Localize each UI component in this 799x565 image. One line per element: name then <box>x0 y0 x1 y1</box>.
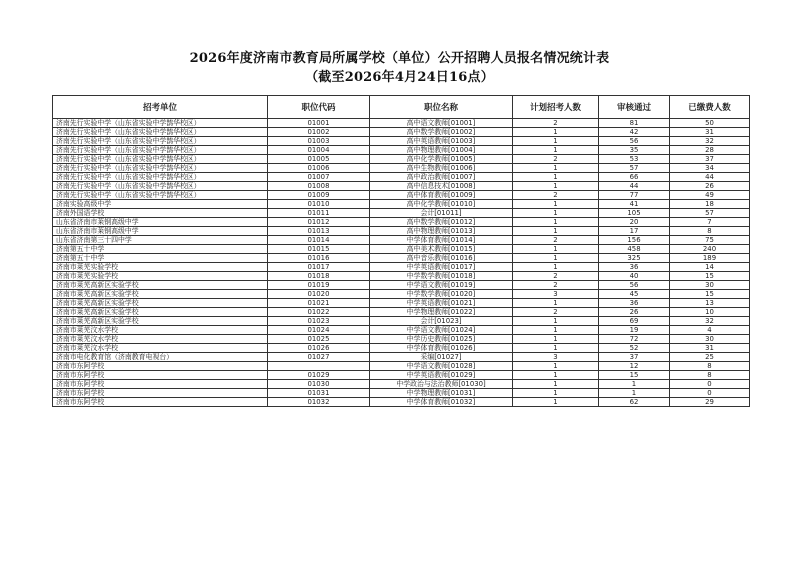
paid-cell: 30 <box>670 335 750 344</box>
unit-cell: 济南先行实验中学（山东省实验中学鹊华校区） <box>53 155 268 164</box>
approved-cell: 35 <box>599 146 670 155</box>
plan-cell: 1 <box>513 398 599 407</box>
approved-cell: 57 <box>599 164 670 173</box>
table-row <box>53 389 750 398</box>
plan-cell: 1 <box>513 317 599 326</box>
paid-cell: 25 <box>670 353 750 362</box>
position-cell: 中学体育教师[01026] <box>370 344 513 353</box>
table-row <box>53 299 750 308</box>
paid-cell: 31 <box>670 128 750 137</box>
paid-cell: 8 <box>670 362 750 371</box>
position-cell: 高中生物教师[01006] <box>370 164 513 173</box>
unit-cell: 济南先行实验中学（山东省实验中学鹊华校区） <box>53 137 268 146</box>
unit-cell: 济南先行实验中学（山东省实验中学鹊华校区） <box>53 146 268 155</box>
code-cell: 01019 <box>268 281 370 290</box>
table-row <box>53 326 750 335</box>
position-cell: 高中化学教师[01010] <box>370 200 513 209</box>
column-header-unit: 招考单位 <box>53 96 268 119</box>
plan-cell: 3 <box>513 353 599 362</box>
approved-cell: 81 <box>599 119 670 128</box>
code-cell: 01018 <box>268 272 370 281</box>
column-header-paid: 已缴费人数 <box>670 96 750 119</box>
unit-cell: 济南市莱芜高新区实验学校 <box>53 299 268 308</box>
unit-cell: 济南市莱芜高新区实验学校 <box>53 281 268 290</box>
position-cell: 中学体育教师[01014] <box>370 236 513 245</box>
table-row <box>53 317 750 326</box>
position-cell: 中学体育教师[01032] <box>370 398 513 407</box>
paid-cell: 26 <box>670 182 750 191</box>
position-cell: 高中语文教师[01001] <box>370 119 513 128</box>
plan-cell: 1 <box>513 164 599 173</box>
column-header-plan: 计划招考人数 <box>513 96 599 119</box>
position-cell: 中学英语教师[01029] <box>370 371 513 380</box>
table-row <box>53 173 750 182</box>
position-cell: 会计[01011] <box>370 209 513 218</box>
table-row <box>53 218 750 227</box>
position-cell: 中学数学教师[01018] <box>370 272 513 281</box>
paid-cell: 57 <box>670 209 750 218</box>
table-row <box>53 200 750 209</box>
approved-cell: 458 <box>599 245 670 254</box>
paid-cell: 29 <box>670 398 750 407</box>
unit-cell: 济南先行实验中学（山东省实验中学鹊华校区） <box>53 191 268 200</box>
approved-cell: 36 <box>599 299 670 308</box>
code-cell: 01029 <box>268 371 370 380</box>
plan-cell: 1 <box>513 209 599 218</box>
unit-cell: 济南实验高级中学 <box>53 200 268 209</box>
code-cell: 01017 <box>268 263 370 272</box>
code-cell: 01001 <box>268 119 370 128</box>
position-cell: 高中物理教师[01013] <box>370 227 513 236</box>
plan-cell: 2 <box>513 272 599 281</box>
approved-cell: 19 <box>599 326 670 335</box>
table-row <box>53 191 750 200</box>
table-row <box>53 146 750 155</box>
plan-cell: 2 <box>513 308 599 317</box>
paid-cell: 15 <box>670 272 750 281</box>
document-title: 2026年度济南市教育局所属学校（单位）公开招聘人员报名情况统计表 <box>189 51 610 66</box>
unit-cell: 济南市莱芜汶水学校 <box>53 326 268 335</box>
registration-table <box>52 95 750 407</box>
unit-cell: 济南市东阿学校 <box>53 389 268 398</box>
unit-cell: 济南市东阿学校 <box>53 362 268 371</box>
unit-cell: 济南市莱芜实验学校 <box>53 263 268 272</box>
position-cell: 高中音乐教师[01016] <box>370 254 513 263</box>
paid-cell: 4 <box>670 326 750 335</box>
code-cell: 01015 <box>268 245 370 254</box>
approved-cell: 52 <box>599 344 670 353</box>
position-cell: 中学物理教师[01022] <box>370 308 513 317</box>
approved-cell: 12 <box>599 362 670 371</box>
plan-cell: 1 <box>513 173 599 182</box>
plan-cell: 1 <box>513 128 599 137</box>
paid-cell: 240 <box>670 245 750 254</box>
approved-cell: 56 <box>599 137 670 146</box>
table-row <box>53 128 750 137</box>
plan-cell: 2 <box>513 236 599 245</box>
plan-cell: 1 <box>513 137 599 146</box>
table-row <box>53 137 750 146</box>
document-subtitle: （截至2026年4月24日16点） <box>305 70 494 85</box>
unit-cell: 济南市电化教育馆（济南教育电视台） <box>53 353 268 362</box>
plan-cell: 1 <box>513 218 599 227</box>
plan-cell: 1 <box>513 362 599 371</box>
unit-cell: 山东省济南市莱钢高级中学 <box>53 218 268 227</box>
code-cell: 01030 <box>268 380 370 389</box>
position-cell: 中学政治与法治教师[01030] <box>370 380 513 389</box>
unit-cell: 济南市莱芜汶水学校 <box>53 335 268 344</box>
unit-cell: 济南市莱芜高新区实验学校 <box>53 308 268 317</box>
approved-cell: 15 <box>599 371 670 380</box>
paid-cell: 44 <box>670 173 750 182</box>
position-cell: 高中体育教师[01009] <box>370 191 513 200</box>
table-row <box>53 119 750 128</box>
table-row <box>53 164 750 173</box>
approved-cell: 69 <box>599 317 670 326</box>
paid-cell: 34 <box>670 164 750 173</box>
paid-cell: 0 <box>670 389 750 398</box>
plan-cell: 1 <box>513 371 599 380</box>
code-cell: 01031 <box>268 389 370 398</box>
plan-cell: 2 <box>513 119 599 128</box>
approved-cell: 156 <box>599 236 670 245</box>
approved-cell: 37 <box>599 353 670 362</box>
paid-cell: 13 <box>670 299 750 308</box>
table-row <box>53 254 750 263</box>
unit-cell: 济南市莱芜高新区实验学校 <box>53 290 268 299</box>
unit-cell: 济南市莱芜汶水学校 <box>53 344 268 353</box>
unit-cell: 济南市东阿学校 <box>53 371 268 380</box>
table-row <box>53 155 750 164</box>
table-row <box>53 245 750 254</box>
table-row <box>53 209 750 218</box>
column-header-code: 职位代码 <box>268 96 370 119</box>
approved-cell: 62 <box>599 398 670 407</box>
unit-cell: 济南先行实验中学（山东省实验中学鹊华校区） <box>53 119 268 128</box>
code-cell: 01021 <box>268 299 370 308</box>
code-cell: 01023 <box>268 317 370 326</box>
table-row <box>53 281 750 290</box>
unit-cell: 济南市东阿学校 <box>53 380 268 389</box>
code-cell: 01009 <box>268 191 370 200</box>
paid-cell: 10 <box>670 308 750 317</box>
approved-cell: 1 <box>599 389 670 398</box>
code-cell: 01032 <box>268 398 370 407</box>
code-cell: 01004 <box>268 146 370 155</box>
approved-cell: 53 <box>599 155 670 164</box>
code-cell: 01013 <box>268 227 370 236</box>
position-cell: 中学英语教师[01017] <box>370 263 513 272</box>
unit-cell: 济南先行实验中学（山东省实验中学鹊华校区） <box>53 173 268 182</box>
position-cell: 高中美术教师[01015] <box>370 245 513 254</box>
approved-cell: 26 <box>599 308 670 317</box>
paid-cell: 0 <box>670 380 750 389</box>
paid-cell: 75 <box>670 236 750 245</box>
plan-cell: 1 <box>513 326 599 335</box>
code-cell: 01014 <box>268 236 370 245</box>
unit-cell: 济南市东阿学校 <box>53 398 268 407</box>
table-row <box>53 308 750 317</box>
paid-cell: 30 <box>670 281 750 290</box>
paid-cell: 15 <box>670 290 750 299</box>
position-cell: 高中物理教师[01004] <box>370 146 513 155</box>
position-cell: 中学英语教师[01021] <box>370 299 513 308</box>
table-row <box>53 227 750 236</box>
position-cell: 高中信息技术[01008] <box>370 182 513 191</box>
code-cell: 01012 <box>268 218 370 227</box>
plan-cell: 1 <box>513 182 599 191</box>
approved-cell: 17 <box>599 227 670 236</box>
paid-cell: 8 <box>670 227 750 236</box>
code-cell: 01027 <box>268 353 370 362</box>
table-row <box>53 353 750 362</box>
code-cell: 01003 <box>268 137 370 146</box>
code-cell: 01005 <box>268 155 370 164</box>
table-row <box>53 236 750 245</box>
table-row <box>53 182 750 191</box>
table-row <box>53 380 750 389</box>
position-cell: 高中数学教师[01002] <box>370 128 513 137</box>
table-row <box>53 398 750 407</box>
position-cell: 中学语文教师[01028] <box>370 362 513 371</box>
position-cell: 高中数学教师[01012] <box>370 218 513 227</box>
plan-cell: 1 <box>513 344 599 353</box>
approved-cell: 72 <box>599 335 670 344</box>
code-cell: 01002 <box>268 128 370 137</box>
column-header-approved: 审核通过 <box>599 96 670 119</box>
paid-cell: 18 <box>670 200 750 209</box>
position-cell: 采编[01027] <box>370 353 513 362</box>
table-row <box>53 371 750 380</box>
approved-cell: 325 <box>599 254 670 263</box>
plan-cell: 2 <box>513 281 599 290</box>
unit-cell: 济南先行实验中学（山东省实验中学鹊华校区） <box>53 128 268 137</box>
table-row <box>53 344 750 353</box>
paid-cell: 28 <box>670 146 750 155</box>
plan-cell: 1 <box>513 380 599 389</box>
table-row <box>53 290 750 299</box>
unit-cell: 济南先行实验中学（山东省实验中学鹊华校区） <box>53 182 268 191</box>
table-row <box>53 335 750 344</box>
approved-cell: 44 <box>599 182 670 191</box>
paid-cell: 32 <box>670 137 750 146</box>
approved-cell: 56 <box>599 281 670 290</box>
position-cell: 中学数学教师[01020] <box>370 290 513 299</box>
unit-cell: 济南第五十中学 <box>53 245 268 254</box>
code-cell <box>268 362 370 371</box>
approved-cell: 45 <box>599 290 670 299</box>
table-row <box>53 263 750 272</box>
code-cell: 01010 <box>268 200 370 209</box>
paid-cell: 50 <box>670 119 750 128</box>
plan-cell: 3 <box>513 290 599 299</box>
paid-cell: 31 <box>670 344 750 353</box>
code-cell: 01006 <box>268 164 370 173</box>
column-header-position: 职位名称 <box>370 96 513 119</box>
position-cell: 会计[01023] <box>370 317 513 326</box>
paid-cell: 37 <box>670 155 750 164</box>
approved-cell: 36 <box>599 263 670 272</box>
code-cell: 01016 <box>268 254 370 263</box>
position-cell: 中学历史教师[01025] <box>370 335 513 344</box>
plan-cell: 1 <box>513 227 599 236</box>
paid-cell: 8 <box>670 371 750 380</box>
plan-cell: 1 <box>513 146 599 155</box>
code-cell: 01008 <box>268 182 370 191</box>
position-cell: 中学语文教师[01019] <box>370 281 513 290</box>
code-cell: 01011 <box>268 209 370 218</box>
plan-cell: 1 <box>513 389 599 398</box>
paid-cell: 7 <box>670 218 750 227</box>
unit-cell: 济南第五十中学 <box>53 254 268 263</box>
code-cell: 01024 <box>268 326 370 335</box>
paid-cell: 189 <box>670 254 750 263</box>
approved-cell: 40 <box>599 272 670 281</box>
plan-cell: 1 <box>513 245 599 254</box>
approved-cell: 77 <box>599 191 670 200</box>
unit-cell: 山东省济南市莱钢高级中学 <box>53 227 268 236</box>
unit-cell: 济南市莱芜高新区实验学校 <box>53 317 268 326</box>
plan-cell: 2 <box>513 191 599 200</box>
unit-cell: 济南外国语学校 <box>53 209 268 218</box>
plan-cell: 1 <box>513 254 599 263</box>
approved-cell: 1 <box>599 380 670 389</box>
approved-cell: 66 <box>599 173 670 182</box>
paid-cell: 32 <box>670 317 750 326</box>
position-cell: 中学物理教师[01031] <box>370 389 513 398</box>
code-cell: 01026 <box>268 344 370 353</box>
unit-cell: 济南先行实验中学（山东省实验中学鹊华校区） <box>53 164 268 173</box>
plan-cell: 1 <box>513 335 599 344</box>
approved-cell: 42 <box>599 128 670 137</box>
plan-cell: 1 <box>513 263 599 272</box>
unit-cell: 济南市莱芜实验学校 <box>53 272 268 281</box>
code-cell: 01025 <box>268 335 370 344</box>
paid-cell: 49 <box>670 191 750 200</box>
position-cell: 高中英语教师[01003] <box>370 137 513 146</box>
code-cell: 01022 <box>268 308 370 317</box>
table-row <box>53 362 750 371</box>
table-header-row <box>53 96 750 119</box>
code-cell: 01020 <box>268 290 370 299</box>
paid-cell: 14 <box>670 263 750 272</box>
code-cell: 01007 <box>268 173 370 182</box>
approved-cell: 105 <box>599 209 670 218</box>
approved-cell: 20 <box>599 218 670 227</box>
position-cell: 高中化学教师[01005] <box>370 155 513 164</box>
position-cell: 高中政治教师[01007] <box>370 173 513 182</box>
approved-cell: 41 <box>599 200 670 209</box>
table-row <box>53 272 750 281</box>
table-body <box>53 119 750 407</box>
unit-cell: 山东省济南第三十四中学 <box>53 236 268 245</box>
plan-cell: 1 <box>513 200 599 209</box>
position-cell: 中学语文教师[01024] <box>370 326 513 335</box>
plan-cell: 1 <box>513 299 599 308</box>
plan-cell: 2 <box>513 155 599 164</box>
